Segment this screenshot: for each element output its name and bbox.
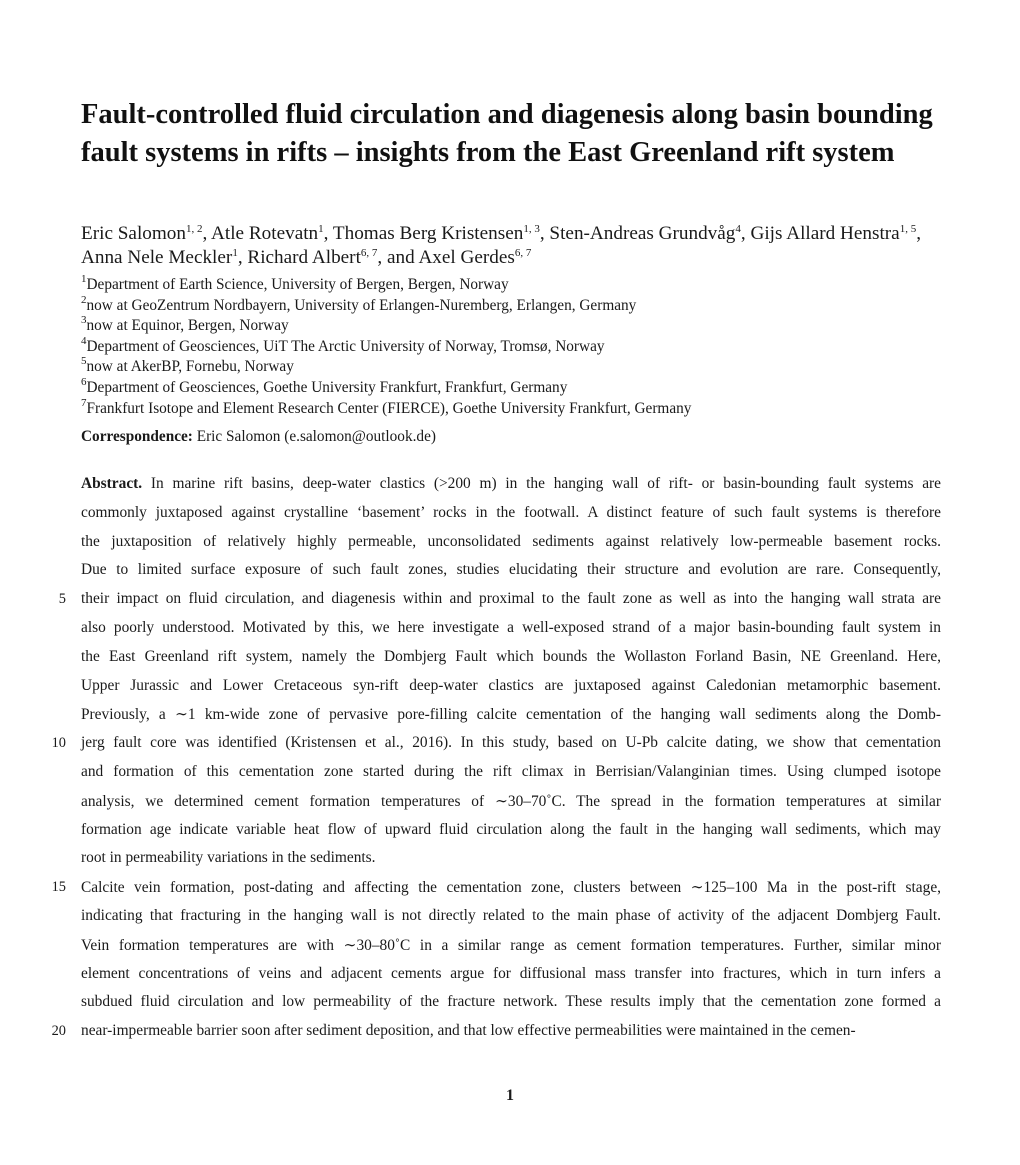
abstract-line bbox=[81, 619, 941, 641]
abstract-line-text: commonly juxtaposed against crystalline ‘basement’ rocks in the footwall. A distinct feature of such fault systems is therefore bbox=[81, 503, 941, 521]
affiliation-line bbox=[81, 316, 941, 337]
author-separator: , bbox=[916, 223, 921, 244]
affiliation-line bbox=[81, 334, 941, 358]
abstract-line bbox=[81, 878, 941, 900]
line-number: 15 bbox=[51, 879, 66, 896]
affiliation-line bbox=[81, 396, 941, 420]
author-affiliation-marker: 1 bbox=[232, 247, 238, 259]
affiliation-text: now at GeoZentrum Nordbayern, University of Erlangen-Nuremberg, Erlangen, Germany bbox=[86, 296, 637, 314]
author-name: Thomas Berg Kristensen bbox=[332, 223, 524, 244]
affiliation-line bbox=[81, 293, 941, 317]
author-affiliation-marker: 1 bbox=[318, 223, 324, 235]
abstract-line bbox=[81, 993, 941, 1015]
abstract-line bbox=[81, 763, 941, 785]
correspondence-text: Eric Salomon (e.salomon@outlook.de) bbox=[196, 428, 436, 445]
correspondence bbox=[81, 427, 436, 447]
line-number: 10 bbox=[51, 735, 66, 752]
abstract-line-text: element concentrations of veins and adjacent cements argue for diffusional mass transfer into fractures, which in turn infers a bbox=[81, 964, 941, 982]
line-number: 20 bbox=[51, 1023, 66, 1040]
abstract-line-text: Calcite vein formation, post-dating and affecting the cementation zone, clusters between ∼125–100 Ma in the post-rift stage, bbox=[81, 879, 941, 897]
affiliation-number: 3 bbox=[81, 314, 87, 327]
abstract-line-text: near-impermeable barrier soon after sediment deposition, and that low effective permeabilities were maintained in the cemen- bbox=[81, 1022, 856, 1040]
affiliation-line bbox=[81, 357, 941, 378]
author-name: Richard Albert bbox=[247, 247, 361, 268]
line-number: 5 bbox=[58, 591, 66, 608]
page-number: 1 bbox=[506, 1087, 514, 1104]
abstract-line-text: Vein formation temperatures are with ∼30–80˚C in a similar range as cement formation temperatures. Further, similar minor bbox=[81, 936, 941, 954]
author-separator: , bbox=[323, 223, 333, 244]
abstract-line bbox=[81, 849, 941, 871]
paper-title: Fault-controlled fluid circulation and diagenesis along basin bounding fault systems in rifts – insights from the East Greenland rift system bbox=[81, 99, 933, 168]
abstract-line bbox=[81, 965, 941, 987]
abstract-line bbox=[81, 734, 941, 756]
affiliation-text: Department of Geosciences, UiT The Arctic University of Norway, Tromsø, Norway bbox=[86, 337, 605, 355]
abstract-line bbox=[81, 1022, 941, 1044]
affiliation-text: now at Equinor, Bergen, Norway bbox=[86, 317, 289, 335]
author-name: Eric Salomon bbox=[81, 223, 186, 244]
author-affiliation-marker: 6, 7 bbox=[514, 247, 532, 259]
affiliation-number: 1 bbox=[81, 273, 87, 285]
affiliation-number: 2 bbox=[81, 293, 87, 306]
abstract-line bbox=[81, 590, 941, 612]
affiliation-text: Department of Earth Science, University of Bergen, Bergen, Norway bbox=[86, 276, 509, 293]
abstract-line-text: and formation of this cementation zone started during the rift climax in Berrisian/Valanginian times. Using clumped isotope bbox=[81, 763, 941, 780]
abstract-line bbox=[81, 677, 941, 699]
abstract-line bbox=[81, 705, 941, 727]
affiliation-list bbox=[81, 275, 941, 419]
affiliation-text: Department of Geosciences, Goethe University Frankfurt, Frankfurt, Germany bbox=[86, 378, 568, 396]
author-name: Anna Nele Meckler bbox=[81, 247, 233, 268]
abstract-line-text: analysis, we determined cement formation temperatures of ∼30–70˚C. The spread in the formation temperatures at similar bbox=[81, 792, 941, 810]
affiliation-line bbox=[81, 275, 941, 296]
author-name: Sten-Andreas Grundvåg bbox=[549, 223, 736, 244]
abstract-line-text: Upper Jurassic and Lower Cretaceous syn-rift deep-water clastics are juxtaposed against Caledonian metamorphic basement. bbox=[81, 676, 941, 694]
abstract-line bbox=[81, 936, 941, 958]
author-affiliation-marker: 6, 7 bbox=[360, 247, 378, 259]
author-separator: , and bbox=[377, 247, 419, 268]
author-affiliation-marker: 1, 5 bbox=[899, 223, 917, 235]
abstract-line bbox=[81, 475, 941, 497]
author-separator: , bbox=[237, 247, 248, 268]
author-list bbox=[81, 222, 941, 270]
abstract-line-text: the juxtaposition of relatively highly permeable, unconsolidated sediments against relatively low-permeable basement rocks. bbox=[81, 532, 941, 550]
correspondence-label: Correspondence: bbox=[81, 428, 193, 445]
abstract-line-text: also poorly understood. Motivated by this, we here investigate a well-exposed strand of a major basin-bounding fault system in bbox=[81, 619, 941, 636]
abstract-line-text: Previously, a ∼1 km-wide zone of pervasive pore-filling calcite cementation of the hanging wall sediments along the Domb- bbox=[81, 706, 941, 724]
author-separator: , bbox=[740, 223, 751, 244]
author-affiliation-marker: 4 bbox=[735, 223, 741, 235]
author-separator: , bbox=[539, 223, 550, 244]
abstract-line bbox=[81, 504, 941, 526]
abstract-line-text: formation age indicate variable heat flow of upward fluid circulation along the fault in the hanging wall sediments, which may bbox=[81, 820, 941, 838]
affiliation-text: Frankfurt Isotope and Element Research Center (FIERCE), Goethe University Frankfurt, Germany bbox=[86, 399, 692, 417]
abstract-line-text: their impact on fluid circulation, and diagenesis within and proximal to the fault zone as well as into the hanging wall strata are bbox=[81, 590, 941, 608]
abstract-line-text: subdued fluid circulation and low permeability of the fracture network. These results imply that the cementation zone formed a bbox=[81, 993, 941, 1011]
author-name: Axel Gerdes bbox=[418, 247, 515, 268]
abstract-line bbox=[81, 821, 941, 843]
affiliation-number: 7 bbox=[81, 396, 87, 409]
author-affiliation-marker: 1, 3 bbox=[523, 223, 540, 235]
abstract-label: Abstract. bbox=[81, 475, 151, 492]
author-name: Atle Rotevatn bbox=[211, 223, 319, 244]
affiliation-number: 4 bbox=[81, 334, 87, 347]
author-separator: , bbox=[202, 223, 212, 244]
abstract-line bbox=[81, 648, 941, 670]
abstract-line bbox=[81, 792, 941, 814]
abstract-line-text: jerg fault core was identified (Kristensen et al., 2016). In this study, based on U-Pb calcite dating, we show that cementation bbox=[81, 734, 941, 752]
affiliation-line bbox=[81, 375, 941, 399]
author-name: Gijs Allard Henstra bbox=[750, 223, 900, 244]
affiliation-text: now at AkerBP, Fornebu, Norway bbox=[86, 358, 294, 376]
affiliation-number: 6 bbox=[81, 375, 87, 388]
affiliation-number: 5 bbox=[81, 355, 87, 368]
abstract-line-text: indicating that fracturing in the hanging wall is not directly related to the main phase of activity of the adjacent Dombjerg Fault. bbox=[81, 907, 941, 924]
abstract-line bbox=[81, 907, 941, 929]
abstract-line-text: the East Greenland rift system, namely the Dombjerg Fault which bounds the Wollaston Forland Basin, NE Greenland. Here, bbox=[81, 647, 941, 665]
author-affiliation-marker: 1, 2 bbox=[185, 223, 203, 235]
abstract-line bbox=[81, 533, 941, 555]
abstract-line-text: Due to limited surface exposure of such fault zones, studies elucidating their structure and evolution are rare. Consequently, bbox=[81, 561, 941, 579]
abstract-line-text: In marine rift basins, deep-water clastics (>200 m) in the hanging wall of rift- or basin-bounding fault systems are bbox=[150, 475, 941, 492]
abstract-line-text: root in permeability variations in the sediments. bbox=[81, 849, 376, 867]
abstract-line bbox=[81, 561, 941, 583]
